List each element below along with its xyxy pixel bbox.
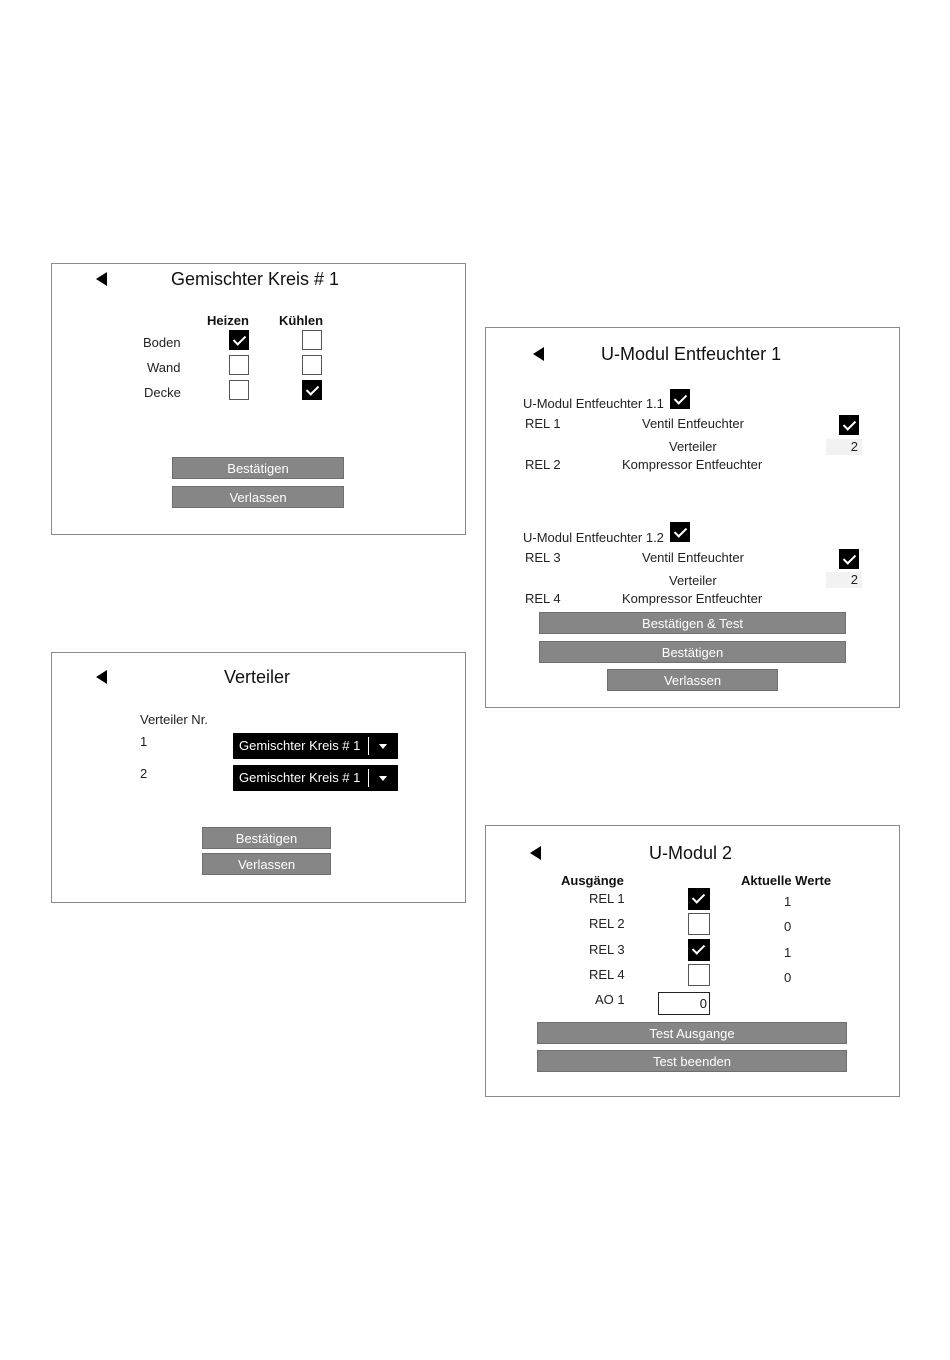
rel-3-checkbox[interactable] bbox=[839, 549, 859, 569]
check-icon bbox=[843, 551, 856, 564]
current-values-column-header: Aktuelle Werte bbox=[741, 873, 832, 888]
rel-2-checkbox[interactable] bbox=[688, 913, 710, 935]
confirm-button[interactable]: Bestätigen bbox=[539, 641, 846, 663]
output-label-rel-3: REL 3 bbox=[589, 942, 625, 957]
floor-heating-checkbox[interactable] bbox=[229, 330, 249, 350]
rel-1-function: Ventil Entfeuchter bbox=[642, 416, 744, 431]
group-1-label: U-Modul Entfeuchter 1.1 bbox=[523, 396, 664, 411]
confirm-button[interactable]: Bestätigen bbox=[172, 457, 344, 479]
rel-4-function: Kompressor Entfeuchter bbox=[622, 591, 763, 606]
confirm-button[interactable]: Bestätigen bbox=[202, 827, 331, 849]
rel-3-label: REL 3 bbox=[525, 550, 561, 565]
ao-1-label: AO 1 bbox=[595, 992, 625, 1007]
back-arrow-icon[interactable] bbox=[533, 347, 544, 361]
module-2-panel bbox=[485, 825, 900, 1097]
wall-cooling-checkbox[interactable] bbox=[302, 355, 322, 375]
rel-1-current-value: 1 bbox=[784, 894, 792, 909]
row-label-ceiling: Decke bbox=[144, 385, 181, 400]
floor-cooling-checkbox[interactable] bbox=[302, 330, 322, 350]
exit-button[interactable]: Verlassen bbox=[172, 486, 344, 508]
wall-heating-checkbox[interactable] bbox=[229, 355, 249, 375]
ceiling-cooling-checkbox[interactable] bbox=[302, 380, 322, 400]
group-1-enable-checkbox[interactable] bbox=[670, 389, 690, 409]
output-label-rel-4: REL 4 bbox=[589, 967, 625, 982]
rel-4-current-value: 0 bbox=[784, 970, 792, 985]
back-arrow-icon[interactable] bbox=[530, 846, 541, 860]
group-2-label: U-Modul Entfeuchter 1.2 bbox=[523, 530, 664, 545]
rel-1-label: REL 1 bbox=[525, 416, 561, 431]
mixed-circuit-panel bbox=[51, 263, 466, 535]
rel-3-function: Ventil Entfeuchter bbox=[642, 550, 744, 565]
check-icon bbox=[306, 382, 319, 395]
check-icon bbox=[674, 524, 687, 537]
back-arrow-icon[interactable] bbox=[96, 272, 107, 286]
distributor-number-1: 1 bbox=[140, 734, 148, 749]
end-test-button[interactable]: Test beenden bbox=[537, 1050, 847, 1072]
select-value: Gemischter Kreis # 1 bbox=[239, 738, 361, 753]
check-icon bbox=[233, 332, 246, 345]
rel-4-label: REL 4 bbox=[525, 591, 561, 606]
test-outputs-button[interactable]: Test Ausgange bbox=[537, 1022, 847, 1044]
check-icon bbox=[692, 890, 705, 903]
select-value: Gemischter Kreis # 1 bbox=[239, 770, 361, 785]
ao-1-input[interactable]: 0 bbox=[658, 992, 710, 1015]
rel-3-current-value: 1 bbox=[784, 945, 792, 960]
distributor-1-select[interactable] bbox=[233, 733, 398, 759]
rel-2-label: REL 2 bbox=[525, 457, 561, 472]
chevron-down-icon bbox=[379, 776, 387, 781]
distributor-label: Verteiler bbox=[669, 573, 717, 588]
row-label-wall: Wand bbox=[147, 360, 181, 375]
distributor-value-field[interactable]: 2 bbox=[826, 439, 862, 455]
divider bbox=[368, 737, 369, 755]
divider bbox=[368, 769, 369, 787]
rel-1-checkbox[interactable] bbox=[839, 415, 859, 435]
page-title: U-Modul 2 bbox=[649, 843, 733, 863]
page-title: Gemischter Kreis # 1 bbox=[171, 269, 340, 289]
group-2-enable-checkbox[interactable] bbox=[670, 522, 690, 542]
page-title: U-Modul Entfeuchter 1 bbox=[601, 344, 782, 364]
cooling-column-header: Kühlen bbox=[279, 313, 324, 328]
distributor-number-2: 2 bbox=[140, 766, 148, 781]
check-icon bbox=[674, 391, 687, 404]
dehumidifier-panel bbox=[485, 327, 900, 708]
distributor-panel bbox=[51, 652, 466, 903]
back-arrow-icon[interactable] bbox=[96, 670, 107, 684]
rel-3-checkbox[interactable] bbox=[688, 939, 710, 961]
rel-1-checkbox[interactable] bbox=[688, 888, 710, 910]
distributor-label: Verteiler bbox=[669, 439, 717, 454]
outputs-column-header: Ausgänge bbox=[561, 873, 624, 888]
row-label-floor: Boden bbox=[143, 335, 181, 350]
check-icon bbox=[843, 417, 856, 430]
distributor-number-label: Verteiler Nr. bbox=[140, 712, 208, 727]
distributor-2-select[interactable] bbox=[233, 765, 398, 791]
output-label-rel-1: REL 1 bbox=[589, 891, 625, 906]
distributor-value-field[interactable]: 2 bbox=[826, 572, 862, 588]
ceiling-heating-checkbox[interactable] bbox=[229, 380, 249, 400]
exit-button[interactable]: Verlassen bbox=[202, 853, 331, 875]
check-icon bbox=[692, 941, 705, 954]
page-title: Verteiler bbox=[224, 667, 291, 687]
rel-4-checkbox[interactable] bbox=[688, 964, 710, 986]
exit-button[interactable]: Verlassen bbox=[607, 669, 778, 691]
confirm-and-test-button[interactable]: Bestätigen & Test bbox=[539, 612, 846, 634]
output-label-rel-2: REL 2 bbox=[589, 916, 625, 931]
chevron-down-icon bbox=[379, 744, 387, 749]
rel-2-current-value: 0 bbox=[784, 919, 792, 934]
heating-column-header: Heizen bbox=[207, 313, 249, 328]
rel-2-function: Kompressor Entfeuchter bbox=[622, 457, 763, 472]
